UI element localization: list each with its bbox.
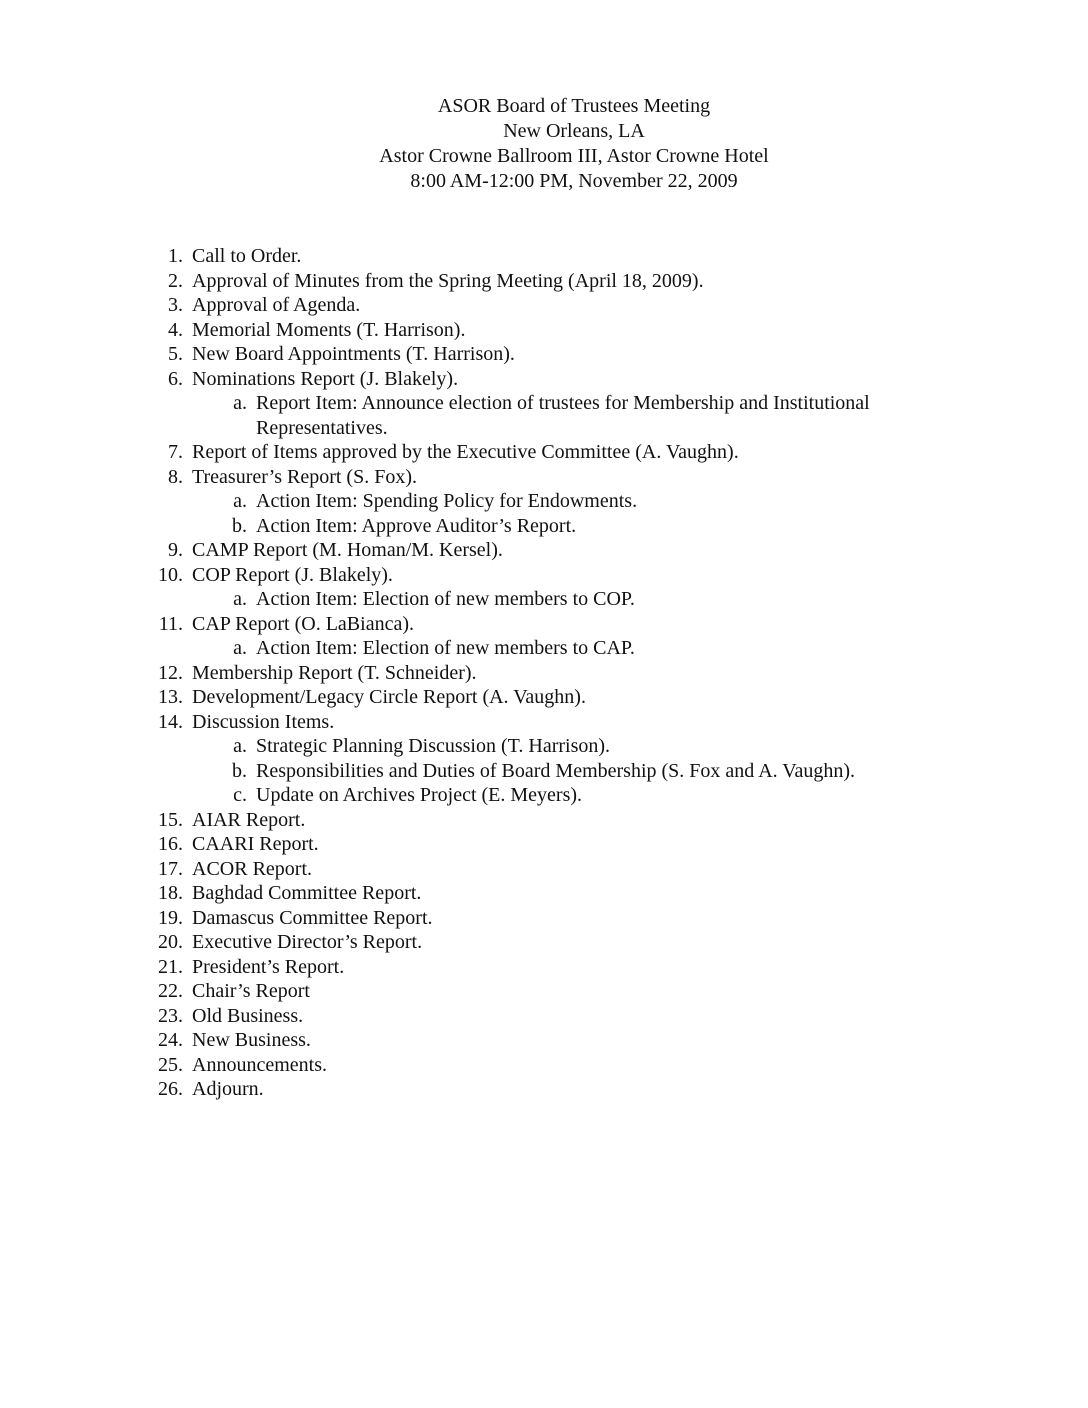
agenda-item: [0, 955, 1088, 980]
agenda-subitem: [0, 783, 1088, 808]
agenda-item-text: Treasurer’s Report (S. Fox).: [192, 465, 417, 488]
agenda-item: [0, 881, 1088, 906]
agenda-item-text: President’s Report.: [192, 955, 345, 978]
agenda-item-text: Discussion Items.: [192, 710, 335, 733]
agenda-item: [0, 1028, 1088, 1053]
agenda-item-text: Damascus Committee Report.: [192, 906, 433, 929]
agenda-subitem-letter: b.: [232, 514, 247, 537]
agenda-item-number: 1.: [168, 245, 183, 267]
agenda-item: [0, 440, 1088, 465]
meeting-city: New Orleans, LA: [503, 120, 645, 142]
agenda-item-number: 3.: [168, 294, 183, 316]
meeting-header: [0, 94, 1088, 194]
agenda-item: [0, 612, 1088, 637]
agenda-item: [0, 367, 1088, 392]
agenda-subitem: [0, 489, 1088, 514]
agenda-subitem-letter: b.: [232, 759, 247, 782]
agenda-item-text: CAMP Report (M. Homan/M. Kersel).: [192, 539, 503, 561]
agenda-item-text: COP Report (J. Blakely).: [192, 563, 393, 586]
agenda-item-text: Approval of Minutes from the Spring Meeting (April 18, 2009).: [192, 269, 704, 292]
agenda-subitem-letter: a.: [233, 490, 247, 512]
agenda-item: [0, 1004, 1088, 1029]
agenda-item: [0, 979, 1088, 1004]
agenda-item-number: 9.: [168, 539, 183, 561]
agenda-item: [0, 857, 1088, 882]
agenda-item-number: 24.: [158, 1029, 183, 1051]
agenda-item: [0, 563, 1088, 588]
agenda-item-text: Approval of Agenda.: [192, 294, 361, 316]
agenda-subitem-letter: a.: [233, 735, 247, 757]
agenda-item-number: 12.: [158, 661, 183, 684]
agenda-item-text: Chair’s Report: [192, 980, 310, 1002]
agenda-item-text: Executive Director’s Report.: [192, 931, 423, 953]
agenda-item-number: 19.: [158, 906, 183, 929]
agenda-item: [0, 685, 1088, 710]
agenda-subitem-text: Action Item: Spending Policy for Endowments.: [256, 490, 638, 512]
meeting-title: ASOR Board of Trustees Meeting: [437, 95, 711, 117]
agenda-item: [0, 832, 1088, 857]
agenda-item-number: 8.: [168, 465, 183, 488]
agenda-item-text: Adjourn.: [192, 1078, 264, 1100]
agenda-list: [0, 244, 1088, 1102]
agenda-item-number: 11.: [158, 612, 183, 635]
agenda-item: [0, 808, 1088, 833]
agenda-item-text: CAP Report (O. LaBianca).: [192, 612, 414, 635]
agenda-item-text: Old Business.: [192, 1004, 304, 1027]
agenda-item: [0, 710, 1088, 735]
agenda-item: [0, 1053, 1088, 1078]
agenda-subitem: [0, 636, 1088, 661]
agenda-subitem-text: Responsibilities and Duties of Board Membership (S. Fox and A. Vaughn).: [256, 759, 856, 782]
agenda-subitem-letter: a.: [233, 588, 247, 610]
agenda-item-text: Announcements.: [192, 1053, 327, 1076]
agenda-item-number: 7.: [168, 441, 183, 463]
agenda-item-text: Baghdad Committee Report.: [192, 882, 422, 904]
agenda-item-text: CAARI Report.: [192, 833, 319, 855]
agenda-item-number: 23.: [158, 1004, 183, 1027]
meeting-venue: Astor Crowne Ballroom III, Astor Crowne Hotel: [379, 145, 769, 167]
agenda-item-text: Development/Legacy Circle Report (A. Vaughn).: [192, 686, 586, 708]
agenda-item-number: 16.: [158, 833, 183, 855]
agenda-item: [0, 269, 1088, 294]
agenda-item-number: 17.: [158, 857, 183, 880]
agenda-subitem: [0, 759, 1088, 784]
agenda-subitem-text: Action Item: Election of new members to CAP.: [256, 637, 635, 659]
agenda-item-text: New Business.: [192, 1029, 311, 1051]
agenda-item: [0, 661, 1088, 686]
agenda-item: [0, 244, 1088, 269]
agenda-item-number: 10.: [158, 563, 183, 586]
agenda-item: [0, 538, 1088, 563]
agenda-item-number: 21.: [158, 955, 183, 978]
agenda-subitem: [0, 514, 1088, 539]
agenda-item-text: Memorial Moments (T. Harrison).: [192, 318, 466, 341]
agenda-subitem: [0, 734, 1088, 759]
agenda-item-text: Membership Report (T. Schneider).: [192, 661, 477, 684]
agenda-item-number: 15.: [158, 808, 183, 831]
agenda-subitem-text: Report Item: Announce election of trustees for Membership and Institutional Representatives.: [256, 392, 870, 439]
agenda-item-number: 20.: [158, 931, 183, 953]
agenda-item: [0, 293, 1088, 318]
agenda-subitem-text: Update on Archives Project (E. Meyers).: [256, 784, 583, 806]
agenda-subitem-text: Action Item: Approve Auditor’s Report.: [256, 514, 577, 537]
agenda-item-text: AIAR Report.: [192, 808, 306, 831]
agenda-subitem-text: Action Item: Election of new members to COP.: [256, 588, 635, 610]
agenda-item-number: 6.: [168, 367, 183, 390]
agenda-item-number: 13.: [158, 686, 183, 708]
agenda-item: [0, 1077, 1088, 1102]
agenda-item-text: New Board Appointments (T. Harrison).: [192, 343, 515, 365]
agenda-item-number: 4.: [168, 318, 183, 341]
agenda-item-number: 2.: [168, 269, 183, 292]
agenda-subitem: [0, 587, 1088, 612]
agenda-item: [0, 906, 1088, 931]
agenda-subitem-letter: c.: [233, 784, 247, 806]
agenda-item-number: 18.: [158, 882, 183, 904]
agenda-item-text: ACOR Report.: [192, 857, 312, 880]
agenda-item-number: 5.: [168, 343, 183, 365]
agenda-item-number: 26.: [158, 1078, 183, 1100]
agenda-subitem-text: Strategic Planning Discussion (T. Harrison).: [256, 735, 611, 757]
agenda-item: [0, 318, 1088, 343]
agenda-item-text: Report of Items approved by the Executive Committee (A. Vaughn).: [192, 441, 739, 463]
agenda-subitem-letter: a.: [233, 637, 247, 659]
agenda-item-text: Nominations Report (J. Blakely).: [192, 367, 459, 390]
agenda-item-number: 22.: [158, 980, 183, 1002]
agenda-item-number: 14.: [158, 710, 183, 733]
agenda-item-number: 25.: [158, 1053, 183, 1076]
agenda-subitem: [0, 391, 1088, 440]
agenda-item: [0, 465, 1088, 490]
agenda-item: [0, 342, 1088, 367]
agenda-item: [0, 930, 1088, 955]
meeting-datetime: 8:00 AM-12:00 PM, November 22, 2009: [410, 170, 738, 192]
agenda-subitem-letter: a.: [233, 392, 247, 414]
agenda-item-text: Call to Order.: [192, 245, 302, 267]
